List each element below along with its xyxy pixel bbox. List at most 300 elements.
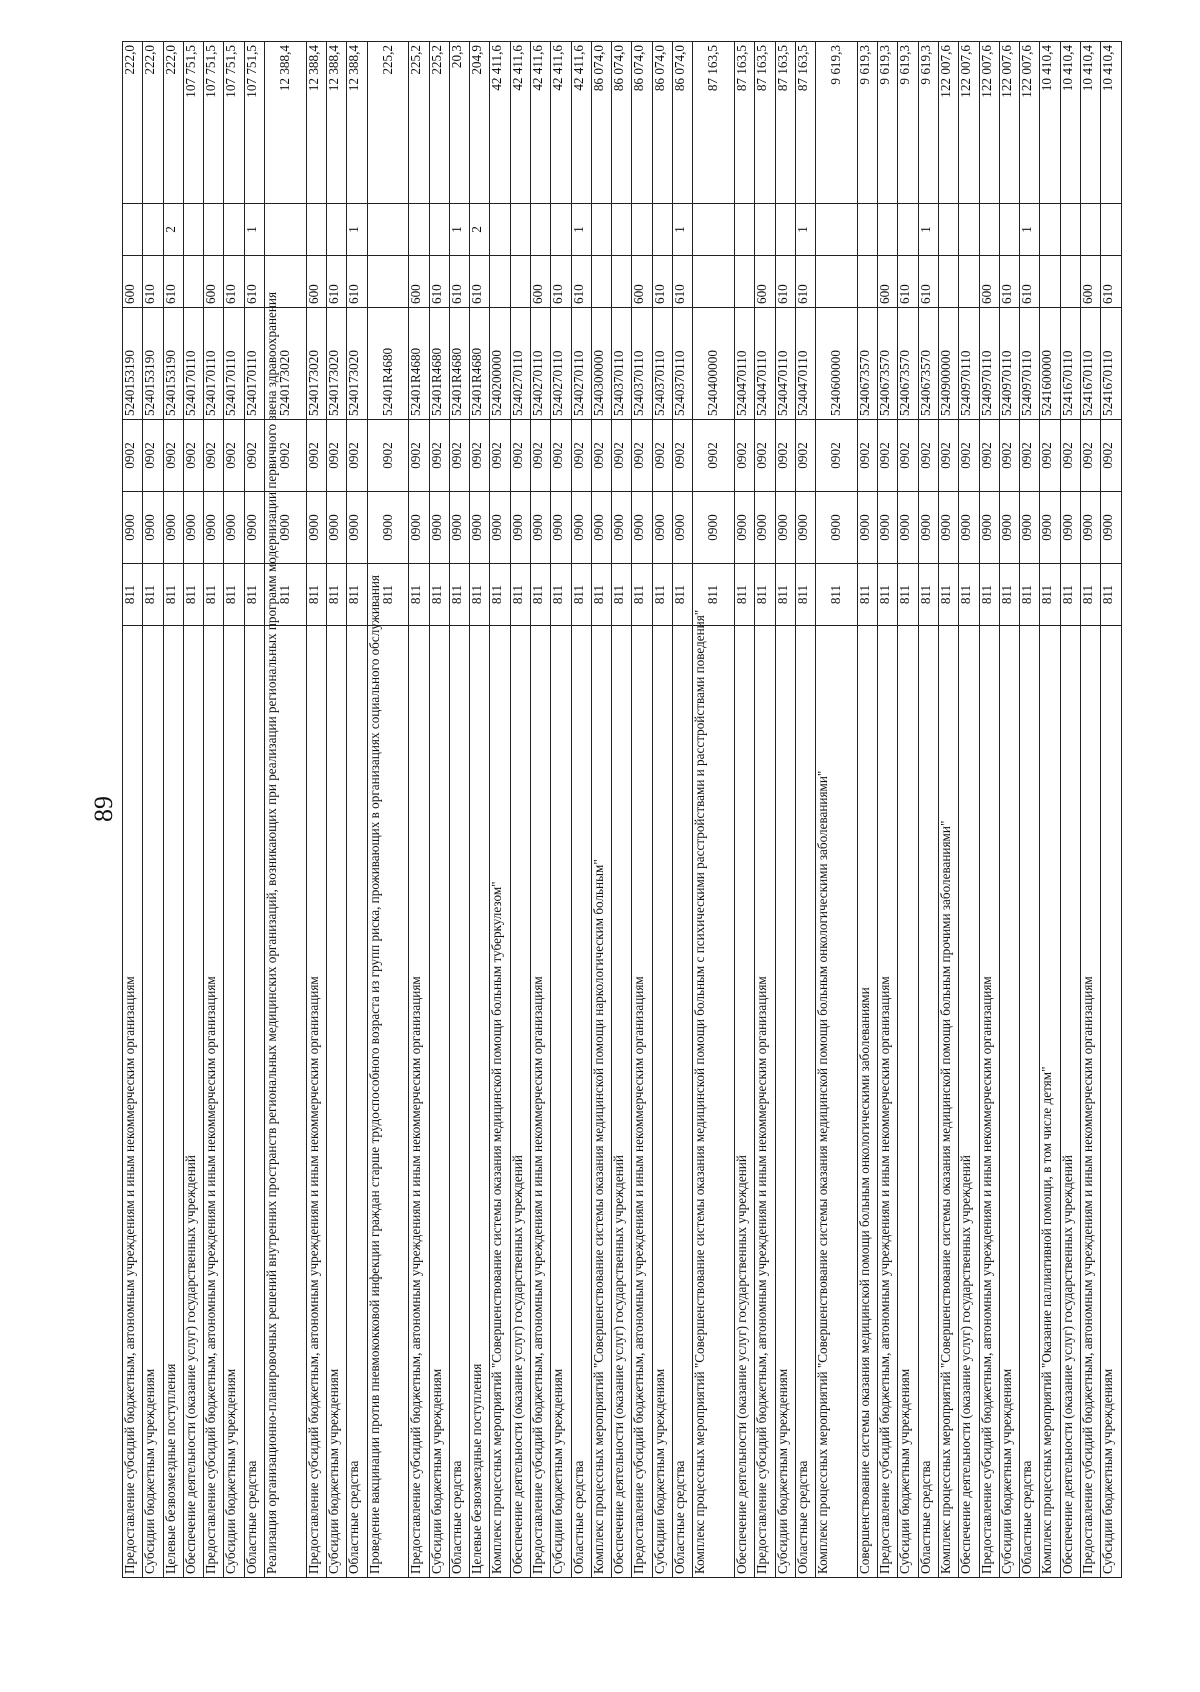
row-name-cell: Субсидии бюджетным учреждениям <box>999 626 1019 1578</box>
row-vr-code-cell <box>591 256 611 308</box>
row-gr-code-cell: 811 <box>204 564 224 626</box>
row-amount-cell: 222,0 <box>163 42 183 204</box>
row-rz-code-cell: 0900 <box>327 492 347 564</box>
table-row <box>1060 42 1080 1578</box>
row-gr-code-cell: 811 <box>632 564 652 626</box>
row-cs-code-cell: 5240970110 <box>999 308 1019 420</box>
row-vr-code-cell: 600 <box>306 256 326 308</box>
row-gr-code-cell: 811 <box>429 564 449 626</box>
row-ps-code-cell: 0902 <box>143 420 163 492</box>
row-gr-code-cell: 811 <box>163 564 183 626</box>
row-name-cell: Предоставление субсидий бюджетным, автономным учреждениям и иным некоммерческим организациям <box>632 626 652 1578</box>
table-row <box>571 42 591 1578</box>
row-rz-code-cell: 0900 <box>1020 492 1040 564</box>
row-vr-code-cell: 610 <box>244 256 264 308</box>
row-name-cell: Комплекс процессных мероприятий "Совершенствование системы оказания медицинской помощи больным прочими заболеваниями" <box>939 626 959 1578</box>
table-row <box>163 42 183 1578</box>
row-amount-cell: 86 074,0 <box>632 42 652 204</box>
row-source-flag-cell: 1 <box>449 204 469 256</box>
table-row <box>470 42 490 1578</box>
row-gr-code-cell: 811 <box>367 564 409 626</box>
table-row <box>735 42 755 1578</box>
row-ps-code-cell: 0902 <box>775 420 795 492</box>
table-row <box>1040 42 1060 1578</box>
row-source-flag-cell <box>1040 204 1060 256</box>
row-ps-code-cell: 0902 <box>898 420 918 492</box>
row-name-cell: Областные средства <box>795 626 815 1578</box>
row-rz-code-cell: 0900 <box>918 492 938 564</box>
row-vr-code-cell: 610 <box>429 256 449 308</box>
row-cs-code-cell: 5240470110 <box>755 308 775 420</box>
row-source-flag-cell <box>367 204 409 256</box>
table-row <box>816 42 858 1578</box>
row-ps-code-cell: 0902 <box>735 420 755 492</box>
row-name-cell: Предоставление субсидий бюджетным, автономным учреждениям и иным некоммерческим организациям <box>878 626 898 1578</box>
row-name-cell: Предоставление субсидий бюджетным, автономным учреждениям и иным некоммерческим организациям <box>409 626 429 1578</box>
row-name-cell: Субсидии бюджетным учреждениям <box>652 626 672 1578</box>
row-amount-cell: 87 163,5 <box>755 42 775 204</box>
row-cs-code-cell: 5240270110 <box>510 308 530 420</box>
row-rz-code-cell: 0900 <box>612 492 632 564</box>
row-ps-code-cell: 0902 <box>571 420 591 492</box>
row-vr-code-cell: 610 <box>224 256 244 308</box>
table-row <box>551 42 571 1578</box>
row-rz-code-cell: 0900 <box>652 492 672 564</box>
row-rz-code-cell: 0900 <box>163 492 183 564</box>
row-gr-code-cell: 811 <box>244 564 264 626</box>
row-gr-code-cell: 811 <box>612 564 632 626</box>
row-rz-code-cell: 0900 <box>265 492 307 564</box>
row-cs-code-cell: 5240970110 <box>979 308 999 420</box>
row-gr-code-cell: 811 <box>775 564 795 626</box>
table-row <box>490 42 510 1578</box>
row-source-flag-cell <box>143 204 163 256</box>
row-gr-code-cell: 811 <box>531 564 551 626</box>
row-name-cell: Комплекс процессных мероприятий "Совершенствование системы оказания медицинской помощи больным онкологическими заболеваниями" <box>816 626 858 1578</box>
row-ps-code-cell: 0902 <box>939 420 959 492</box>
row-cs-code-cell: 5240270110 <box>551 308 571 420</box>
row-ps-code-cell: 0902 <box>612 420 632 492</box>
row-name-cell: Субсидии бюджетным учреждениям <box>429 626 449 1578</box>
row-rz-code-cell: 0900 <box>1060 492 1080 564</box>
row-gr-code-cell: 811 <box>857 564 877 626</box>
row-rz-code-cell: 0900 <box>755 492 775 564</box>
row-rz-code-cell: 0900 <box>551 492 571 564</box>
row-vr-code-cell: 600 <box>979 256 999 308</box>
row-amount-cell: 122 007,6 <box>1020 42 1040 204</box>
row-vr-code-cell: 610 <box>449 256 469 308</box>
row-vr-code-cell: 610 <box>551 256 571 308</box>
row-amount-cell: 42 411,6 <box>490 42 510 204</box>
row-ps-code-cell: 0902 <box>918 420 938 492</box>
row-cs-code-cell: 5240300000 <box>591 308 611 420</box>
row-cs-code-cell: 5241670110 <box>1101 308 1122 420</box>
row-vr-code-cell <box>510 256 530 308</box>
table-row <box>1020 42 1040 1578</box>
row-cs-code-cell: 5241670110 <box>1081 308 1101 420</box>
row-ps-code-cell: 0902 <box>409 420 429 492</box>
row-source-flag-cell: 1 <box>795 204 815 256</box>
row-vr-code-cell: 610 <box>918 256 938 308</box>
row-cs-code-cell: 5240673570 <box>918 308 938 420</box>
row-gr-code-cell: 811 <box>347 564 367 626</box>
row-source-flag-cell <box>775 204 795 256</box>
row-ps-code-cell: 0902 <box>327 420 347 492</box>
row-gr-code-cell: 811 <box>816 564 858 626</box>
row-rz-code-cell: 0900 <box>1040 492 1060 564</box>
row-amount-cell: 222,0 <box>143 42 163 204</box>
table-row <box>755 42 775 1578</box>
row-gr-code-cell: 811 <box>1081 564 1101 626</box>
row-cs-code-cell: 52401R4680 <box>470 308 490 420</box>
row-gr-code-cell: 811 <box>918 564 938 626</box>
row-amount-cell: 42 411,6 <box>531 42 551 204</box>
row-amount-cell: 87 163,5 <box>693 42 735 204</box>
row-amount-cell: 12 388,4 <box>347 42 367 204</box>
row-rz-code-cell: 0900 <box>429 492 449 564</box>
row-name-cell: Предоставление субсидий бюджетным, автономным учреждениям и иным некоммерческим организациям <box>306 626 326 1578</box>
row-name-cell: Комплекс процессных мероприятий "Совершенствование системы оказания медицинской помощи больным с психическими расстройствами и расстройствами поведения" <box>693 626 735 1578</box>
row-name-cell: Областные средства <box>449 626 469 1578</box>
row-rz-code-cell: 0900 <box>878 492 898 564</box>
row-name-cell: Проведение вакцинации против пневмококковой инфекции граждан старше трудоспособного возраста из групп риска, проживающих в организациях социального обслуживания <box>367 626 409 1578</box>
row-gr-code-cell: 811 <box>979 564 999 626</box>
row-gr-code-cell: 811 <box>939 564 959 626</box>
row-ps-code-cell: 0902 <box>347 420 367 492</box>
row-vr-code-cell: 610 <box>470 256 490 308</box>
row-cs-code-cell: 5240173020 <box>306 308 326 420</box>
row-name-cell: Субсидии бюджетным учреждениям <box>327 626 347 1578</box>
row-amount-cell: 12 388,4 <box>265 42 307 204</box>
row-source-flag-cell: 2 <box>163 204 183 256</box>
row-ps-code-cell: 0902 <box>1101 420 1122 492</box>
row-vr-code-cell: 610 <box>347 256 367 308</box>
table-row <box>918 42 938 1578</box>
row-source-flag-cell <box>429 204 449 256</box>
row-vr-code-cell: 610 <box>1101 256 1122 308</box>
table-row <box>224 42 244 1578</box>
row-ps-code-cell: 0902 <box>1060 420 1080 492</box>
row-ps-code-cell: 0902 <box>959 420 979 492</box>
table-row <box>123 42 143 1578</box>
row-gr-code-cell: 811 <box>1101 564 1122 626</box>
row-source-flag-cell <box>327 204 347 256</box>
row-source-flag-cell <box>1081 204 1101 256</box>
table-row <box>531 42 551 1578</box>
row-source-flag-cell <box>123 204 143 256</box>
row-source-flag-cell <box>755 204 775 256</box>
row-amount-cell: 87 163,5 <box>775 42 795 204</box>
page-number: 89 <box>89 796 118 822</box>
row-rz-code-cell: 0900 <box>775 492 795 564</box>
row-cs-code-cell: 5240270110 <box>571 308 591 420</box>
row-source-flag-cell <box>306 204 326 256</box>
row-vr-code-cell: 610 <box>1020 256 1040 308</box>
row-source-flag-cell: 1 <box>571 204 591 256</box>
table-row <box>999 42 1019 1578</box>
row-source-flag-cell <box>409 204 429 256</box>
row-name-cell: Реализация организационно-планировочных решений внутренних пространств региональных медицинских организаций, возникающих при реализации региональных программ модернизации первичного звена здравоохранения <box>265 626 307 1578</box>
row-gr-code-cell: 811 <box>571 564 591 626</box>
row-source-flag-cell <box>735 204 755 256</box>
row-cs-code-cell: 5240370110 <box>652 308 672 420</box>
row-cs-code-cell: 52401R4680 <box>449 308 469 420</box>
row-cs-code-cell: 5240173020 <box>347 308 367 420</box>
row-vr-code-cell <box>816 256 858 308</box>
row-gr-code-cell: 811 <box>1020 564 1040 626</box>
budget-table-rotated <box>122 45 1122 1578</box>
row-vr-code-cell: 610 <box>673 256 693 308</box>
row-ps-code-cell: 0902 <box>979 420 999 492</box>
row-amount-cell: 222,0 <box>123 42 143 204</box>
row-cs-code-cell: 5240600000 <box>816 308 858 420</box>
row-amount-cell: 12 388,4 <box>327 42 347 204</box>
row-gr-code-cell: 811 <box>265 564 307 626</box>
row-amount-cell: 42 411,6 <box>551 42 571 204</box>
table-row <box>429 42 449 1578</box>
row-amount-cell: 42 411,6 <box>510 42 530 204</box>
row-amount-cell: 10 410,4 <box>1040 42 1060 204</box>
row-rz-code-cell: 0900 <box>591 492 611 564</box>
row-amount-cell: 225,2 <box>429 42 449 204</box>
row-rz-code-cell: 0900 <box>306 492 326 564</box>
row-amount-cell: 122 007,6 <box>999 42 1019 204</box>
row-rz-code-cell: 0900 <box>367 492 409 564</box>
row-cs-code-cell: 5240170110 <box>244 308 264 420</box>
row-cs-code-cell: 5240153190 <box>143 308 163 420</box>
row-name-cell: Совершенствование системы оказания медицинской помощи больным онкологическими заболеваниями <box>857 626 877 1578</box>
row-ps-code-cell: 0902 <box>632 420 652 492</box>
row-vr-code-cell: 600 <box>409 256 429 308</box>
row-source-flag-cell: 1 <box>244 204 264 256</box>
row-amount-cell: 107 751,5 <box>204 42 224 204</box>
row-name-cell: Обеспечение деятельности (оказание услуг) государственных учреждений <box>735 626 755 1578</box>
row-vr-code-cell <box>959 256 979 308</box>
row-amount-cell: 225,2 <box>409 42 429 204</box>
row-name-cell: Субсидии бюджетным учреждениям <box>143 626 163 1578</box>
row-source-flag-cell: 1 <box>347 204 367 256</box>
row-name-cell: Предоставление субсидий бюджетным, автономным учреждениям и иным некоммерческим организациям <box>531 626 551 1578</box>
row-amount-cell: 122 007,6 <box>939 42 959 204</box>
row-source-flag-cell <box>204 204 224 256</box>
row-gr-code-cell: 811 <box>1060 564 1080 626</box>
row-rz-code-cell: 0900 <box>999 492 1019 564</box>
row-vr-code-cell <box>183 256 203 308</box>
row-cs-code-cell: 5241670110 <box>1060 308 1080 420</box>
row-cs-code-cell: 5240673570 <box>878 308 898 420</box>
table-row <box>652 42 672 1578</box>
table-row <box>775 42 795 1578</box>
row-gr-code-cell: 811 <box>470 564 490 626</box>
row-name-cell: Предоставление субсидий бюджетным, автономным учреждениям и иным некоммерческим организациям <box>1081 626 1101 1578</box>
row-name-cell: Субсидии бюджетным учреждениям <box>224 626 244 1578</box>
row-source-flag-cell <box>510 204 530 256</box>
table-row <box>143 42 163 1578</box>
row-name-cell: Субсидии бюджетным учреждениям <box>1101 626 1122 1578</box>
row-vr-code-cell: 610 <box>999 256 1019 308</box>
row-name-cell: Целевые безвозмездные поступления <box>163 626 183 1578</box>
row-cs-code-cell: 52401R4680 <box>429 308 449 420</box>
row-rz-code-cell: 0900 <box>143 492 163 564</box>
row-amount-cell: 10 410,4 <box>1101 42 1122 204</box>
row-ps-code-cell: 0902 <box>795 420 815 492</box>
row-gr-code-cell: 811 <box>735 564 755 626</box>
row-gr-code-cell: 811 <box>878 564 898 626</box>
row-vr-code-cell <box>612 256 632 308</box>
budget-table-body <box>123 42 1122 1578</box>
row-source-flag-cell <box>183 204 203 256</box>
row-cs-code-cell: 5240470110 <box>775 308 795 420</box>
row-gr-code-cell: 811 <box>490 564 510 626</box>
row-rz-code-cell: 0900 <box>510 492 530 564</box>
row-gr-code-cell: 811 <box>224 564 244 626</box>
row-cs-code-cell: 5240173020 <box>265 308 307 420</box>
row-ps-code-cell: 0902 <box>1040 420 1060 492</box>
row-vr-code-cell: 610 <box>898 256 918 308</box>
row-source-flag-cell <box>979 204 999 256</box>
row-name-cell: Обеспечение деятельности (оказание услуг) государственных учреждений <box>183 626 203 1578</box>
row-cs-code-cell: 5240400000 <box>693 308 735 420</box>
row-source-flag-cell <box>265 204 307 256</box>
row-name-cell: Предоставление субсидий бюджетным, автономным учреждениям и иным некоммерческим организациям <box>979 626 999 1578</box>
row-ps-code-cell: 0902 <box>531 420 551 492</box>
row-ps-code-cell: 0902 <box>1081 420 1101 492</box>
row-source-flag-cell <box>224 204 244 256</box>
row-cs-code-cell: 5241600000 <box>1040 308 1060 420</box>
row-source-flag-cell <box>857 204 877 256</box>
row-ps-code-cell: 0902 <box>1020 420 1040 492</box>
row-rz-code-cell: 0900 <box>449 492 469 564</box>
table-row <box>510 42 530 1578</box>
row-amount-cell: 122 007,6 <box>979 42 999 204</box>
row-vr-code-cell <box>1040 256 1060 308</box>
row-gr-code-cell: 811 <box>673 564 693 626</box>
row-rz-code-cell: 0900 <box>183 492 203 564</box>
row-cs-code-cell: 52401R4680 <box>409 308 429 420</box>
row-amount-cell: 107 751,5 <box>244 42 264 204</box>
row-rz-code-cell: 0900 <box>795 492 815 564</box>
row-cs-code-cell: 5240170110 <box>204 308 224 420</box>
row-name-cell: Областные средства <box>1020 626 1040 1578</box>
table-row <box>979 42 999 1578</box>
row-vr-code-cell: 600 <box>531 256 551 308</box>
row-name-cell: Обеспечение деятельности (оказание услуг) государственных учреждений <box>510 626 530 1578</box>
row-rz-code-cell: 0900 <box>490 492 510 564</box>
row-amount-cell: 10 410,4 <box>1060 42 1080 204</box>
row-gr-code-cell: 811 <box>755 564 775 626</box>
row-source-flag-cell: 2 <box>470 204 490 256</box>
row-amount-cell: 9 619,3 <box>857 42 877 204</box>
row-gr-code-cell: 811 <box>551 564 571 626</box>
row-ps-code-cell: 0902 <box>816 420 858 492</box>
row-source-flag-cell: 1 <box>1020 204 1040 256</box>
row-gr-code-cell: 811 <box>409 564 429 626</box>
row-vr-code-cell: 610 <box>775 256 795 308</box>
row-source-flag-cell <box>1101 204 1122 256</box>
row-rz-code-cell: 0900 <box>735 492 755 564</box>
row-ps-code-cell: 0902 <box>999 420 1019 492</box>
row-amount-cell: 122 007,6 <box>959 42 979 204</box>
row-name-cell: Обеспечение деятельности (оказание услуг) государственных учреждений <box>1060 626 1080 1578</box>
row-name-cell: Целевые безвозмездные поступления <box>470 626 490 1578</box>
row-ps-code-cell: 0902 <box>673 420 693 492</box>
row-amount-cell: 225,2 <box>367 42 409 204</box>
row-source-flag-cell <box>531 204 551 256</box>
row-name-cell: Предоставление субсидий бюджетным, автономным учреждениям и иным некоммерческим организациям <box>123 626 143 1578</box>
row-rz-code-cell: 0900 <box>224 492 244 564</box>
row-gr-code-cell: 811 <box>652 564 672 626</box>
row-source-flag-cell <box>632 204 652 256</box>
row-ps-code-cell: 0902 <box>123 420 143 492</box>
row-gr-code-cell: 811 <box>959 564 979 626</box>
row-amount-cell: 86 074,0 <box>652 42 672 204</box>
row-vr-code-cell: 600 <box>123 256 143 308</box>
row-source-flag-cell: 1 <box>673 204 693 256</box>
row-amount-cell: 9 619,3 <box>816 42 858 204</box>
row-rz-code-cell: 0900 <box>979 492 999 564</box>
row-cs-code-cell: 5240900000 <box>939 308 959 420</box>
row-gr-code-cell: 811 <box>306 564 326 626</box>
row-ps-code-cell: 0902 <box>878 420 898 492</box>
row-source-flag-cell: 1 <box>918 204 938 256</box>
row-amount-cell: 9 619,3 <box>898 42 918 204</box>
row-rz-code-cell: 0900 <box>204 492 224 564</box>
row-amount-cell: 9 619,3 <box>918 42 938 204</box>
table-row <box>898 42 918 1578</box>
table-row <box>959 42 979 1578</box>
row-name-cell: Обеспечение деятельности (оказание услуг) государственных учреждений <box>959 626 979 1578</box>
row-ps-code-cell: 0902 <box>490 420 510 492</box>
row-ps-code-cell: 0902 <box>449 420 469 492</box>
row-amount-cell: 107 751,5 <box>224 42 244 204</box>
table-row <box>449 42 469 1578</box>
table-row <box>632 42 652 1578</box>
table-row <box>939 42 959 1578</box>
row-source-flag-cell <box>999 204 1019 256</box>
row-gr-code-cell: 811 <box>999 564 1019 626</box>
row-gr-code-cell: 811 <box>591 564 611 626</box>
row-cs-code-cell: 5240153190 <box>163 308 183 420</box>
row-cs-code-cell: 5240970110 <box>1020 308 1040 420</box>
table-row <box>693 42 735 1578</box>
row-rz-code-cell: 0900 <box>409 492 429 564</box>
row-rz-code-cell: 0900 <box>693 492 735 564</box>
row-gr-code-cell: 811 <box>898 564 918 626</box>
table-row <box>265 42 307 1578</box>
row-name-cell: Областные средства <box>673 626 693 1578</box>
row-name-cell: Комплекс процессных мероприятий "Совершенствование системы оказания медицинской помощи больным туберкулезом" <box>490 626 510 1578</box>
row-gr-code-cell: 811 <box>143 564 163 626</box>
row-cs-code-cell: 5240170110 <box>183 308 203 420</box>
row-gr-code-cell: 811 <box>123 564 143 626</box>
row-amount-cell: 87 163,5 <box>795 42 815 204</box>
row-source-flag-cell <box>693 204 735 256</box>
row-cs-code-cell: 5240970110 <box>959 308 979 420</box>
row-cs-code-cell: 5240270110 <box>531 308 551 420</box>
row-ps-code-cell: 0902 <box>306 420 326 492</box>
table-row <box>306 42 326 1578</box>
row-vr-code-cell: 600 <box>632 256 652 308</box>
row-vr-code-cell: 610 <box>571 256 591 308</box>
table-row <box>327 42 347 1578</box>
row-cs-code-cell: 5240170110 <box>224 308 244 420</box>
row-cs-code-cell: 52401R4680 <box>367 308 409 420</box>
row-gr-code-cell: 811 <box>183 564 203 626</box>
table-row <box>347 42 367 1578</box>
row-ps-code-cell: 0902 <box>244 420 264 492</box>
row-rz-code-cell: 0900 <box>816 492 858 564</box>
row-name-cell: Предоставление субсидий бюджетным, автономным учреждениям и иным некоммерческим организациям <box>204 626 224 1578</box>
